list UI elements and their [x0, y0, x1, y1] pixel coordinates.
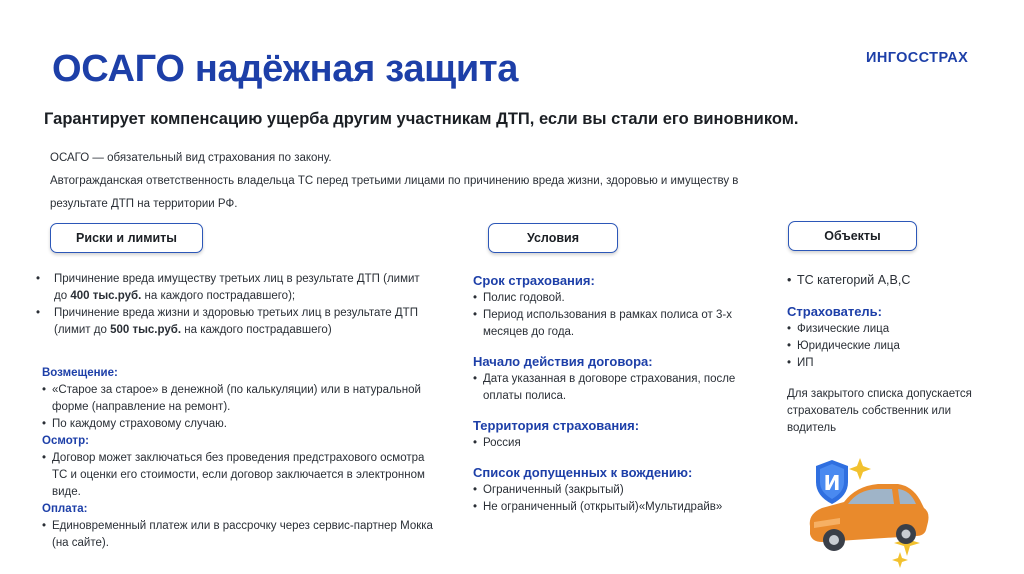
list-item: • Период использования в рамках полиса от 3-х месяцев до года. [473, 307, 758, 341]
intro-line-1: ОСАГО — обязательный вид страхования по закону. [50, 152, 332, 164]
intro-line-3: результате ДТП на территории РФ. [50, 198, 238, 210]
svg-text:И: И [823, 471, 841, 495]
tab-objects[interactable]: Объекты [788, 221, 917, 251]
shield-icon [816, 460, 848, 504]
list-item: • Юридические лица [787, 338, 987, 355]
list-item: • «Старое за старое» в денежной (по калькуляции) или в натуральной форме (направление на ремонт). [42, 382, 437, 416]
list-item: • Россия [473, 435, 758, 452]
list-item: • Дата указанная в договоре страхования, после оплаты полиса. [473, 371, 758, 405]
sparkle-icon [892, 552, 908, 568]
risks-list [30, 271, 435, 339]
objects-column [787, 272, 987, 437]
territory-heading: Территория страхования: [473, 418, 640, 433]
list-item: • Не ограниченный (открытый)«Мультидрайв» [473, 499, 758, 516]
tab-risks-and-limits[interactable]: Риски и лимиты [50, 223, 203, 253]
payment-heading: Оплата: [42, 503, 88, 515]
page-title: ОСАГО надёжная защита [52, 48, 519, 90]
start-heading: Начало действия договора: [473, 354, 653, 369]
page-subtitle: Гарантирует компенсацию ущерба другим участникам ДТП, если вы стали его виновником. [44, 110, 799, 128]
risks-details [42, 365, 437, 552]
list-item: • ТС категорий А,В,С [787, 272, 987, 289]
intro-line-2: Автогражданская ответственность владельца ТС перед третьими лицами по причинению вреда жизни, здоровью и имуществу в [50, 175, 739, 187]
list-item: • ИП [787, 355, 987, 372]
list-item: • Договор может заключаться без проведения предстрахового осмотра ТС и оценки его стоимости, если договор заключается в электронном виде. [42, 450, 437, 501]
list-item: • Причинение вреда имуществу третьих лиц в результате ДТП (лимит до 400 тыс.руб. на каждого пострадавшего); [30, 271, 435, 305]
risks-column [30, 271, 435, 339]
list-item: • Причинение вреда жизни и здоровью третьих лиц в результате ДТП (лимит до 500 тыс.руб. на каждого пострадавшего) [30, 305, 435, 339]
list-item: • Единовременный платеж или в рассрочку через сервис-партнер Мокка (на сайте). [42, 518, 437, 552]
list-item: • Физические лица [787, 321, 987, 338]
list-item: • Ограниченный (закрытый) [473, 482, 758, 499]
list-item: • Полис годовой. [473, 290, 758, 307]
insurer-heading: Страхователь: [787, 304, 882, 319]
drivers-heading: Список допущенных к вождению: [473, 465, 693, 480]
term-heading: Срок страхования: [473, 273, 595, 288]
tab-conditions[interactable]: Условия [488, 223, 618, 253]
list-item: • По каждому страховому случаю. [42, 416, 437, 433]
sparkle-icon [849, 458, 871, 480]
car-illustration [800, 452, 940, 570]
inspection-heading: Осмотр: [42, 435, 89, 447]
conditions-column [473, 272, 758, 516]
brand-logo: ИНГОССТРАХ [866, 50, 969, 66]
insurer-note: Для закрытого списка допускается страхователь собственник или водитель [787, 388, 972, 434]
compensation-heading: Возмещение: [42, 367, 118, 379]
